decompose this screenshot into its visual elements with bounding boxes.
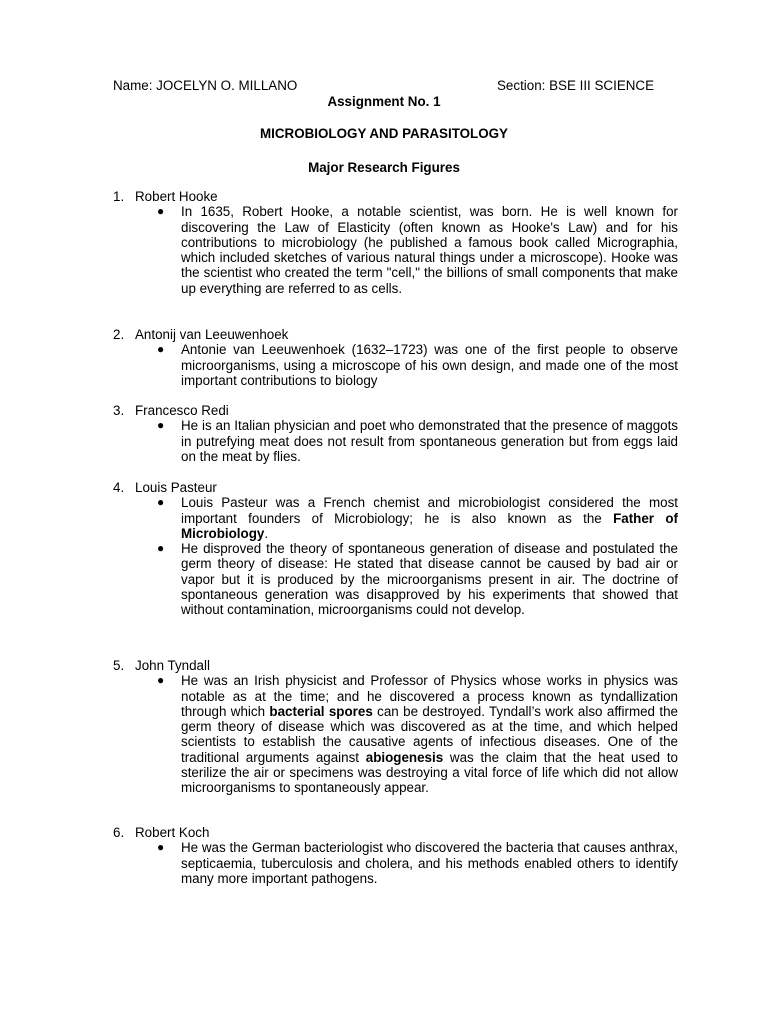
bullet-icon: ● <box>157 495 165 510</box>
bullet-icon: ● <box>157 418 165 433</box>
list-item <box>113 327 678 388</box>
item-heading <box>113 825 678 840</box>
bullet-text: . <box>264 525 269 541</box>
bold-term: Father of Microbiology <box>181 510 678 541</box>
bullet-icon: ● <box>157 342 165 357</box>
item-number: 2. <box>113 327 125 342</box>
course-title: MICROBIOLOGY AND PARASITOLOGY <box>260 126 508 141</box>
student-section: Section: BSE III SCIENCE <box>497 78 655 93</box>
item-number: 4. <box>113 480 125 495</box>
bullet-paragraph <box>157 342 678 388</box>
bullet-icon: ● <box>157 840 165 855</box>
topic-title: Major Research Figures <box>308 160 460 175</box>
header <box>113 78 673 94</box>
bullet-paragraph <box>157 204 678 296</box>
item-name: Francesco Redi <box>135 403 229 418</box>
item-number: 3. <box>113 403 125 418</box>
item-heading <box>113 403 678 418</box>
bullet-paragraph <box>157 495 678 541</box>
bullet-text: He was the German bacteriologist who discovered the bacteria that causes anthrax, septicaemia, tuberculosis and cholera, and his methods enabled others to identify many more important pathogens. <box>181 840 678 886</box>
bullet-text: He is an Italian physician and poet who demonstrated that the presence of maggots in putrefying meat does not result from spontaneous generation but from eggs laid on the meat by flies. <box>181 418 678 464</box>
bold-term: abiogenesis <box>365 749 444 765</box>
item-heading <box>113 189 678 204</box>
assignment-title: Assignment No. 1 <box>327 94 441 109</box>
bullet-paragraph <box>157 840 678 886</box>
bullet-icon: ● <box>157 673 165 688</box>
list-item <box>113 403 678 464</box>
item-name: Louis Pasteur <box>135 480 217 495</box>
item-number: 5. <box>113 658 125 673</box>
bullet-text: Louis Pasteur was a French chemist and microbiologist considered the most important founders of Microbiology; he is also known as the <box>181 495 678 526</box>
list-item <box>113 825 678 886</box>
bullet-icon: ● <box>157 541 165 556</box>
item-name: Robert Koch <box>135 825 210 840</box>
bullet-paragraph <box>157 673 679 796</box>
item-heading <box>113 327 678 342</box>
bullet-text: He disproved the theory of spontaneous generation of disease and postulated the germ theory of disease: He stated that disease cannot be caused by bad air or vapor but it is produced by the microorganisms present in air. The doctrine of spontaneous generation was disapproved by his experiments that showed that without contamination, microorganisms could not develop. <box>181 541 678 618</box>
bullet-text: He was an Irish physicist and Professor of Physics whose works in physics was notable as at the time; and he discovered a process known as tyndallization through which <box>181 673 678 719</box>
item-name: John Tyndall <box>135 658 210 673</box>
bullet-icon: ● <box>157 204 165 219</box>
bullet-paragraph <box>157 418 678 464</box>
list-item <box>113 658 678 796</box>
bullet-text: was the claim that the heat used to sterilize the air or specimens was destroying a vital force of life which did not allow microorganisms to spontaneously appear. <box>181 749 679 796</box>
bold-term: bacterial spores <box>269 703 373 719</box>
item-name: Robert Hooke <box>135 189 218 204</box>
bullet-text: Antonie van Leeuwenhoek (1632–1723) was one of the first people to observe microorganisms, using a microscope of his own design, and made one of the most important contributions to biology <box>181 342 678 388</box>
student-name: Name: JOCELYN O. MILLANO <box>113 78 298 93</box>
list-item <box>113 189 678 296</box>
item-heading <box>113 658 678 673</box>
bullet-text: can be destroyed. Tyndall’s work also affirmed the germ theory of disease which was discovered as at the time, and which helped scientists to establish the causative agents of infectious diseases. One of the traditional arguments against <box>181 703 678 765</box>
item-number: 1. <box>113 189 125 204</box>
item-heading <box>113 480 678 495</box>
bullet-text: In 1635, Robert Hooke, a notable scientist, was born. He is well known for discovering the Law of Elasticity (often known as Hooke's Law) and for his contributions to microbiology (he published a famous book called Micrographia, which included sketches of various natural things under a microscope). Hooke was the scientist who created the term "cell," the billions of small components that make up everything are referred to as cells. <box>181 204 678 296</box>
item-number: 6. <box>113 825 125 840</box>
list-item <box>113 480 678 618</box>
item-name: Antonij van Leeuwenhoek <box>135 327 289 342</box>
bullet-paragraph <box>157 541 678 618</box>
